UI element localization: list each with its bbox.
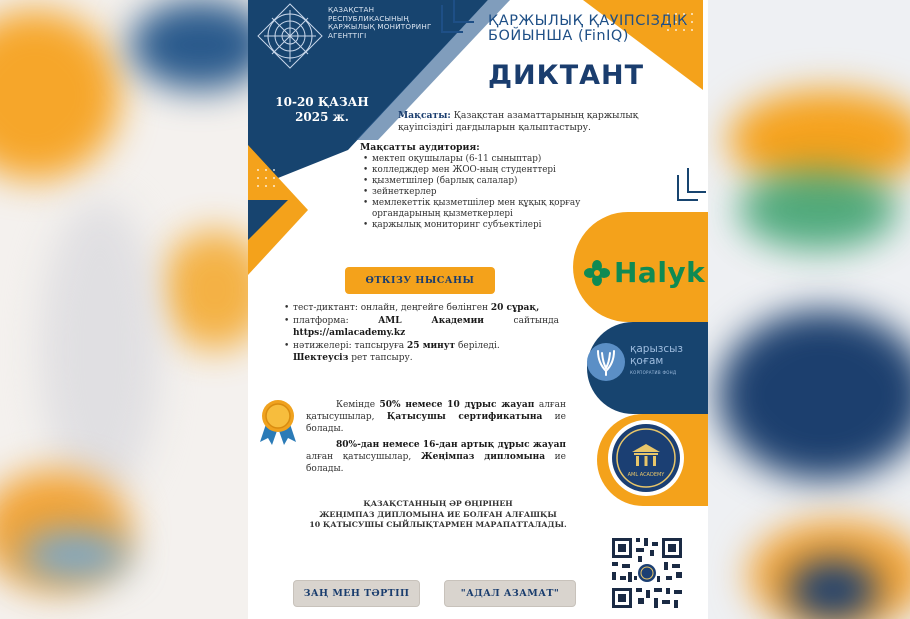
blur-navy-shape [718, 310, 910, 480]
goal-text [398, 110, 648, 134]
blur-green-shape [738, 170, 898, 250]
format-text: тест-диктант: онлайн, деңгейге бөлінген [293, 303, 491, 313]
time-limit: 25 минут [407, 341, 456, 351]
title-subtitle: ҚАРЖЫЛЫҚ ҚАУІПСІЗДІК БОЙЫНША (FinIQ) [488, 13, 688, 44]
korgau-name: қарызсыз қоғам [630, 343, 683, 367]
korgau-subtitle: КОРПОРАТИВ ФОНД [630, 370, 677, 375]
goal-description: Қазақстан азаматтарының қаржылық қауіпсіздігі дағдыларын қалыптастыру. [398, 110, 639, 133]
format-text: нәтижелері: тапсыруға [293, 341, 408, 351]
condition-text: Кемінде [336, 400, 380, 410]
award-note [288, 499, 588, 531]
audience-title: Мақсатты аудитория: [360, 142, 480, 153]
format-button[interactable]: ӨТКІЗУ НЫСАНЫ [345, 267, 495, 294]
question-count: 20 сұрақ, [490, 303, 540, 313]
condition-threshold: 50% немесе 10 дұрыс жауап [379, 400, 535, 410]
event-date-range: 10-20 ҚАЗАН [275, 95, 369, 109]
halyk-name: Halyk [614, 256, 706, 289]
format-item-platform [284, 315, 559, 339]
tag-law-and-order: ЗАҢ МЕН ТӘРТІП [293, 580, 420, 607]
blur-orange-shape [160, 230, 248, 350]
format-text: платформа: [293, 316, 379, 326]
audience-item: • зейнеткерлер [363, 187, 583, 198]
blur-ribbon-shape [20, 530, 130, 580]
medal-icon [256, 398, 300, 446]
agency-name: ҚАЗАҚСТАН РЕСПУБЛИКАСЫНЫҢ ҚАРЖЫЛЫҚ МОНИТОРИНГ АГЕНТТІГІ [328, 5, 432, 40]
event-date-year: 2025 ж. [295, 110, 349, 124]
format-item-test [284, 302, 559, 314]
award-line: ҚАЗАҚСТАННЫҢ ӘР ӨҢІРІНЕН [363, 499, 513, 508]
audience-item: • мемлекеттік қызметшілер мен құқық қорғау органдарының қызметкерлері [363, 198, 583, 220]
condition-text: ие болады. [306, 412, 566, 434]
aml-academy-emblem-icon [606, 418, 686, 498]
format-text: беріледі. [455, 341, 500, 351]
platform-name: AML Академии [378, 316, 484, 326]
certificate-condition [306, 399, 566, 435]
audience-item: • қаржылық мониторинг субъектілері [363, 220, 583, 231]
audience-list [363, 154, 583, 231]
condition-text: ие болады. [306, 452, 566, 474]
blur-blue-shape [130, 0, 248, 90]
platform-link[interactable]: https://amlacademy.kz [293, 328, 406, 338]
halyk-logo [582, 256, 708, 289]
halyk-logo-icon [582, 259, 612, 287]
conditions-text [306, 399, 566, 479]
format-item-results [284, 340, 559, 364]
korgau-logo-icon [585, 341, 627, 383]
event-date [272, 95, 372, 125]
format-text: сайтында [483, 316, 559, 326]
format-list [284, 302, 559, 365]
audience-item: • қызметшілер (барлық салалар) [363, 176, 583, 187]
blurred-left-background [0, 0, 248, 619]
diploma-name: Жеңімпаз дипломына [420, 452, 546, 462]
award-line: ЖЕҢІМПАЗ ДИПЛОМЫНА ИЕ БОЛҒАН АЛҒАШҚЫ [319, 509, 557, 519]
title-main: ДИКТАНТ [488, 60, 645, 91]
attempts-unlimited: Шектеусіз [293, 353, 349, 363]
goal-label: Мақсаты: [398, 110, 451, 121]
tag-honest-citizen: "АДАЛ АЗАМАТ" [444, 580, 576, 607]
blurred-right-background [708, 0, 910, 619]
qr-code-icon[interactable] [610, 536, 684, 610]
blur-orange-shape [0, 10, 120, 180]
format-text: рет тапсыру. [348, 353, 413, 363]
aml-label: AML ACADEMY [627, 472, 665, 478]
blur-text-shape [40, 200, 160, 500]
agency-emblem-icon [256, 2, 324, 70]
blur-navy-shape [788, 560, 878, 619]
diploma-condition [306, 439, 566, 475]
condition-text: алған қатысушылар, [306, 400, 566, 422]
condition-text: алған қатысушылар, [306, 452, 421, 462]
certificate-name: Қатысушы сертификатына [386, 412, 543, 422]
condition-threshold: 80%-дан немесе 16-дан артық дұрыс жауап [336, 440, 566, 450]
diktant-poster [248, 0, 708, 619]
audience-item: • мектеп оқушылары (6-11 сыныптар) [363, 154, 583, 165]
award-line: 10 ҚАТЫСУШЫ СЫЙЛЫҚТАРМЕН МАРАПАТТАЛАДЫ. [309, 520, 567, 529]
audience-item: • колледждер мен ЖОО-ның студенттері [363, 165, 583, 176]
